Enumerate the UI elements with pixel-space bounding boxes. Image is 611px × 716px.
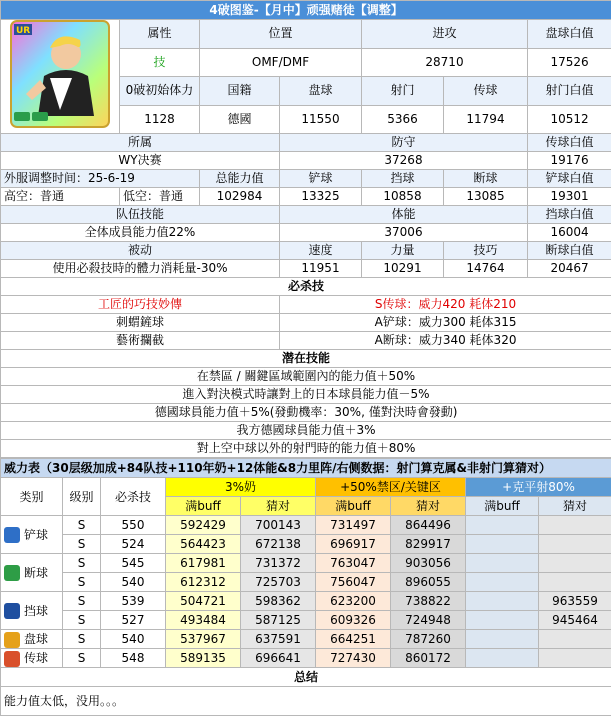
power-value	[466, 516, 539, 535]
power-value	[466, 535, 539, 554]
power-value: 609326	[316, 611, 391, 630]
row-level: S	[63, 573, 101, 592]
power-value	[466, 630, 539, 649]
row-skill: 539	[101, 592, 166, 611]
row-level: S	[63, 611, 101, 630]
tackle-value: 13325	[280, 188, 362, 206]
pass-icon	[4, 651, 20, 667]
row-skill: 548	[101, 649, 166, 668]
shoot-white-label: 射门白值	[528, 77, 611, 106]
group-header: +克平射80%	[466, 478, 611, 497]
table-row	[1, 554, 611, 573]
row-level: S	[63, 554, 101, 573]
shoot-white-value: 10512	[528, 105, 611, 134]
special-desc: S传球：威力420 耗体210	[280, 296, 611, 314]
physical-label: 体能	[280, 206, 528, 224]
power-value: 617981	[166, 554, 241, 573]
latent-skill: 在禁區 / 關鍵區域範圍內的能力值＋50%	[1, 368, 611, 386]
total-value: 102984	[200, 188, 280, 206]
tackle-icon	[4, 527, 20, 543]
row-level: S	[63, 516, 101, 535]
power-value: 587125	[241, 611, 316, 630]
block-icon	[4, 603, 20, 619]
power-value: 672138	[241, 535, 316, 554]
power-value: 598362	[241, 592, 316, 611]
latent-skill: 德國球員能力值＋5%(發動機率：30%, 僅對決時會發動)	[1, 404, 611, 422]
latent-skill: 進入對決模式時讓對上的日本球員能力值－5%	[1, 386, 611, 404]
block-white-label: 挡球白值	[528, 206, 611, 224]
power-value: 589135	[166, 649, 241, 668]
category-label: 铲球	[24, 528, 48, 542]
dribble-white-label: 盘球白值	[528, 20, 611, 49]
intercept-white-value: 20467	[528, 260, 611, 278]
power-value: 696917	[316, 535, 391, 554]
pass-white-label: 传球白值	[528, 134, 611, 152]
power-value: 731497	[316, 516, 391, 535]
attr-value: 技	[120, 48, 200, 77]
power-value	[539, 516, 611, 535]
power-value: 10291	[362, 260, 444, 278]
attr-label: 属性	[120, 20, 200, 49]
sub-header: 满buff	[316, 497, 391, 516]
tech-label: 技巧	[444, 242, 528, 260]
progress-label: 进攻	[362, 20, 528, 49]
power-value: 623200	[316, 592, 391, 611]
sub-header: 满buff	[166, 497, 241, 516]
table-row	[1, 592, 611, 611]
page-title: 4破图鉴-【月中】顽强赌徒【调整】	[1, 1, 611, 20]
physical-value: 37006	[280, 224, 528, 242]
block-value: 10858	[362, 188, 444, 206]
affil-value: WY决赛	[1, 152, 280, 170]
dribble-label: 盘球	[280, 77, 362, 106]
team-skill-value: 全体成員能力值22%	[1, 224, 280, 242]
nation-value: 德國	[200, 105, 280, 134]
power-label: 力量	[362, 242, 444, 260]
latent-header: 潜在技能	[1, 350, 611, 368]
power-value: 696641	[241, 649, 316, 668]
dribble-value: 11550	[280, 105, 362, 134]
pass-value: 11794	[444, 105, 528, 134]
latent-skill: 我方德國球員能力值＋3%	[1, 422, 611, 440]
player-portrait-image	[10, 20, 110, 128]
progress-value: 28710	[362, 48, 528, 77]
intercept-label: 断球	[444, 170, 528, 188]
row-level: S	[63, 649, 101, 668]
row-level: S	[63, 630, 101, 649]
power-value: 700143	[241, 516, 316, 535]
low-ball: 低空：普通	[120, 188, 200, 206]
category-label: 传球	[24, 651, 48, 665]
shoot-label: 射门	[362, 77, 444, 106]
power-value: 963559	[539, 592, 611, 611]
row-category	[1, 649, 63, 668]
summary-header: 总结	[1, 668, 611, 687]
latent-skill: 對上空中球以外的射門時的能力值＋80%	[1, 440, 611, 458]
intercept-white-label: 断球白值	[528, 242, 611, 260]
sub-header: 满buff	[466, 497, 539, 516]
stamina-label: 0破初始体力	[120, 77, 200, 106]
row-level: S	[63, 535, 101, 554]
pos-label: 位置	[200, 20, 362, 49]
power-value: 896055	[391, 573, 466, 592]
row-category	[1, 516, 63, 554]
power-value: 787260	[391, 630, 466, 649]
table-row	[1, 611, 611, 630]
category-label: 盘球	[24, 632, 48, 646]
sub-header: 猜对	[391, 497, 466, 516]
power-value	[466, 611, 539, 630]
table-row	[1, 535, 611, 554]
affil-label: 所属	[1, 134, 280, 152]
special-desc: A断球：威力340 耗体320	[280, 332, 611, 350]
dribble-white-value: 17526	[528, 48, 611, 77]
power-value: 727430	[316, 649, 391, 668]
sub-header: 猜对	[539, 497, 611, 516]
card-portrait	[1, 20, 120, 134]
power-value: 756047	[316, 573, 391, 592]
row-skill: 545	[101, 554, 166, 573]
power-table-title: 威力表（30层级加成+84队技+110年奶+12体能&8力里阵/右侧数据：射门算克属&非射门算猜对）	[1, 459, 611, 478]
speed-value: 11951	[280, 260, 362, 278]
power-value	[466, 649, 539, 668]
power-value	[539, 630, 611, 649]
power-value	[539, 573, 611, 592]
power-table	[0, 458, 611, 716]
pass-white-value: 19176	[528, 152, 611, 170]
total-label: 总能力值	[200, 170, 280, 188]
power-value: 738822	[391, 592, 466, 611]
intercept-icon	[4, 565, 20, 581]
power-value	[466, 592, 539, 611]
special-header: 必杀技	[1, 278, 611, 296]
defense-label: 防守	[280, 134, 528, 152]
table-row	[1, 573, 611, 592]
power-value: 504721	[166, 592, 241, 611]
col-category: 类别	[1, 478, 63, 516]
high-ball: 高空：普通	[1, 188, 120, 206]
block-white-value: 16004	[528, 224, 611, 242]
dribble-icon	[4, 632, 20, 648]
row-level: S	[63, 592, 101, 611]
table-row	[1, 649, 611, 668]
team-skill-label: 队伍技能	[1, 206, 280, 224]
power-value: 564423	[166, 535, 241, 554]
row-category	[1, 554, 63, 592]
row-category	[1, 630, 63, 649]
special-desc: A铲球：威力300 耗体315	[280, 314, 611, 332]
category-label: 断球	[24, 566, 48, 580]
power-value: 903056	[391, 554, 466, 573]
svg-text:UR: UR	[16, 26, 30, 36]
special-name: 工匠的巧技妙傳	[1, 296, 280, 314]
pos-value: OMF/DMF	[200, 48, 362, 77]
power-value	[466, 554, 539, 573]
row-skill: 527	[101, 611, 166, 630]
power-value: 493484	[166, 611, 241, 630]
special-name: 刺蝟鏟球	[1, 314, 280, 332]
row-skill: 550	[101, 516, 166, 535]
group-header: +50%禁区/关键区	[316, 478, 466, 497]
power-value	[466, 573, 539, 592]
adjust-time: 外服调整时间：25-6-19	[1, 170, 200, 188]
power-value: 864496	[391, 516, 466, 535]
power-value	[539, 554, 611, 573]
power-value: 592429	[166, 516, 241, 535]
row-category	[1, 592, 63, 630]
row-skill: 524	[101, 535, 166, 554]
passive-label: 被动	[1, 242, 280, 260]
group-header: 3%奶	[166, 478, 316, 497]
row-skill: 540	[101, 630, 166, 649]
category-label: 挡球	[24, 604, 48, 618]
tech-value: 14764	[444, 260, 528, 278]
special-name: 藝術攔截	[1, 332, 280, 350]
tackle-label: 铲球	[280, 170, 362, 188]
nation-label: 国籍	[200, 77, 280, 106]
power-value: 725703	[241, 573, 316, 592]
speed-label: 速度	[280, 242, 362, 260]
power-value	[539, 649, 611, 668]
power-value: 731372	[241, 554, 316, 573]
stamina-value: 1128	[120, 105, 200, 134]
shoot-value: 5366	[362, 105, 444, 134]
table-row	[1, 630, 611, 649]
col-skill: 必杀技	[101, 478, 166, 516]
power-value	[539, 535, 611, 554]
table-row	[1, 516, 611, 535]
power-value: 945464	[539, 611, 611, 630]
pass-label: 传球	[444, 77, 528, 106]
col-level: 级别	[63, 478, 101, 516]
power-value: 860172	[391, 649, 466, 668]
sub-header: 猜对	[241, 497, 316, 516]
intercept-value: 13085	[444, 188, 528, 206]
block-label: 挡球	[362, 170, 444, 188]
power-value: 637591	[241, 630, 316, 649]
tackle-white-value: 19301	[528, 188, 611, 206]
power-value: 664251	[316, 630, 391, 649]
tackle-white-label: 铲球白值	[528, 170, 611, 188]
power-value: 829917	[391, 535, 466, 554]
power-value: 724948	[391, 611, 466, 630]
defense-value: 37268	[280, 152, 528, 170]
row-skill: 540	[101, 573, 166, 592]
power-value: 763047	[316, 554, 391, 573]
power-value: 537967	[166, 630, 241, 649]
power-value: 612312	[166, 573, 241, 592]
summary-text: 能力值太低，没用。。。	[1, 687, 611, 716]
passive-value: 使用必殺技時的體力消耗量-30%	[1, 260, 280, 278]
